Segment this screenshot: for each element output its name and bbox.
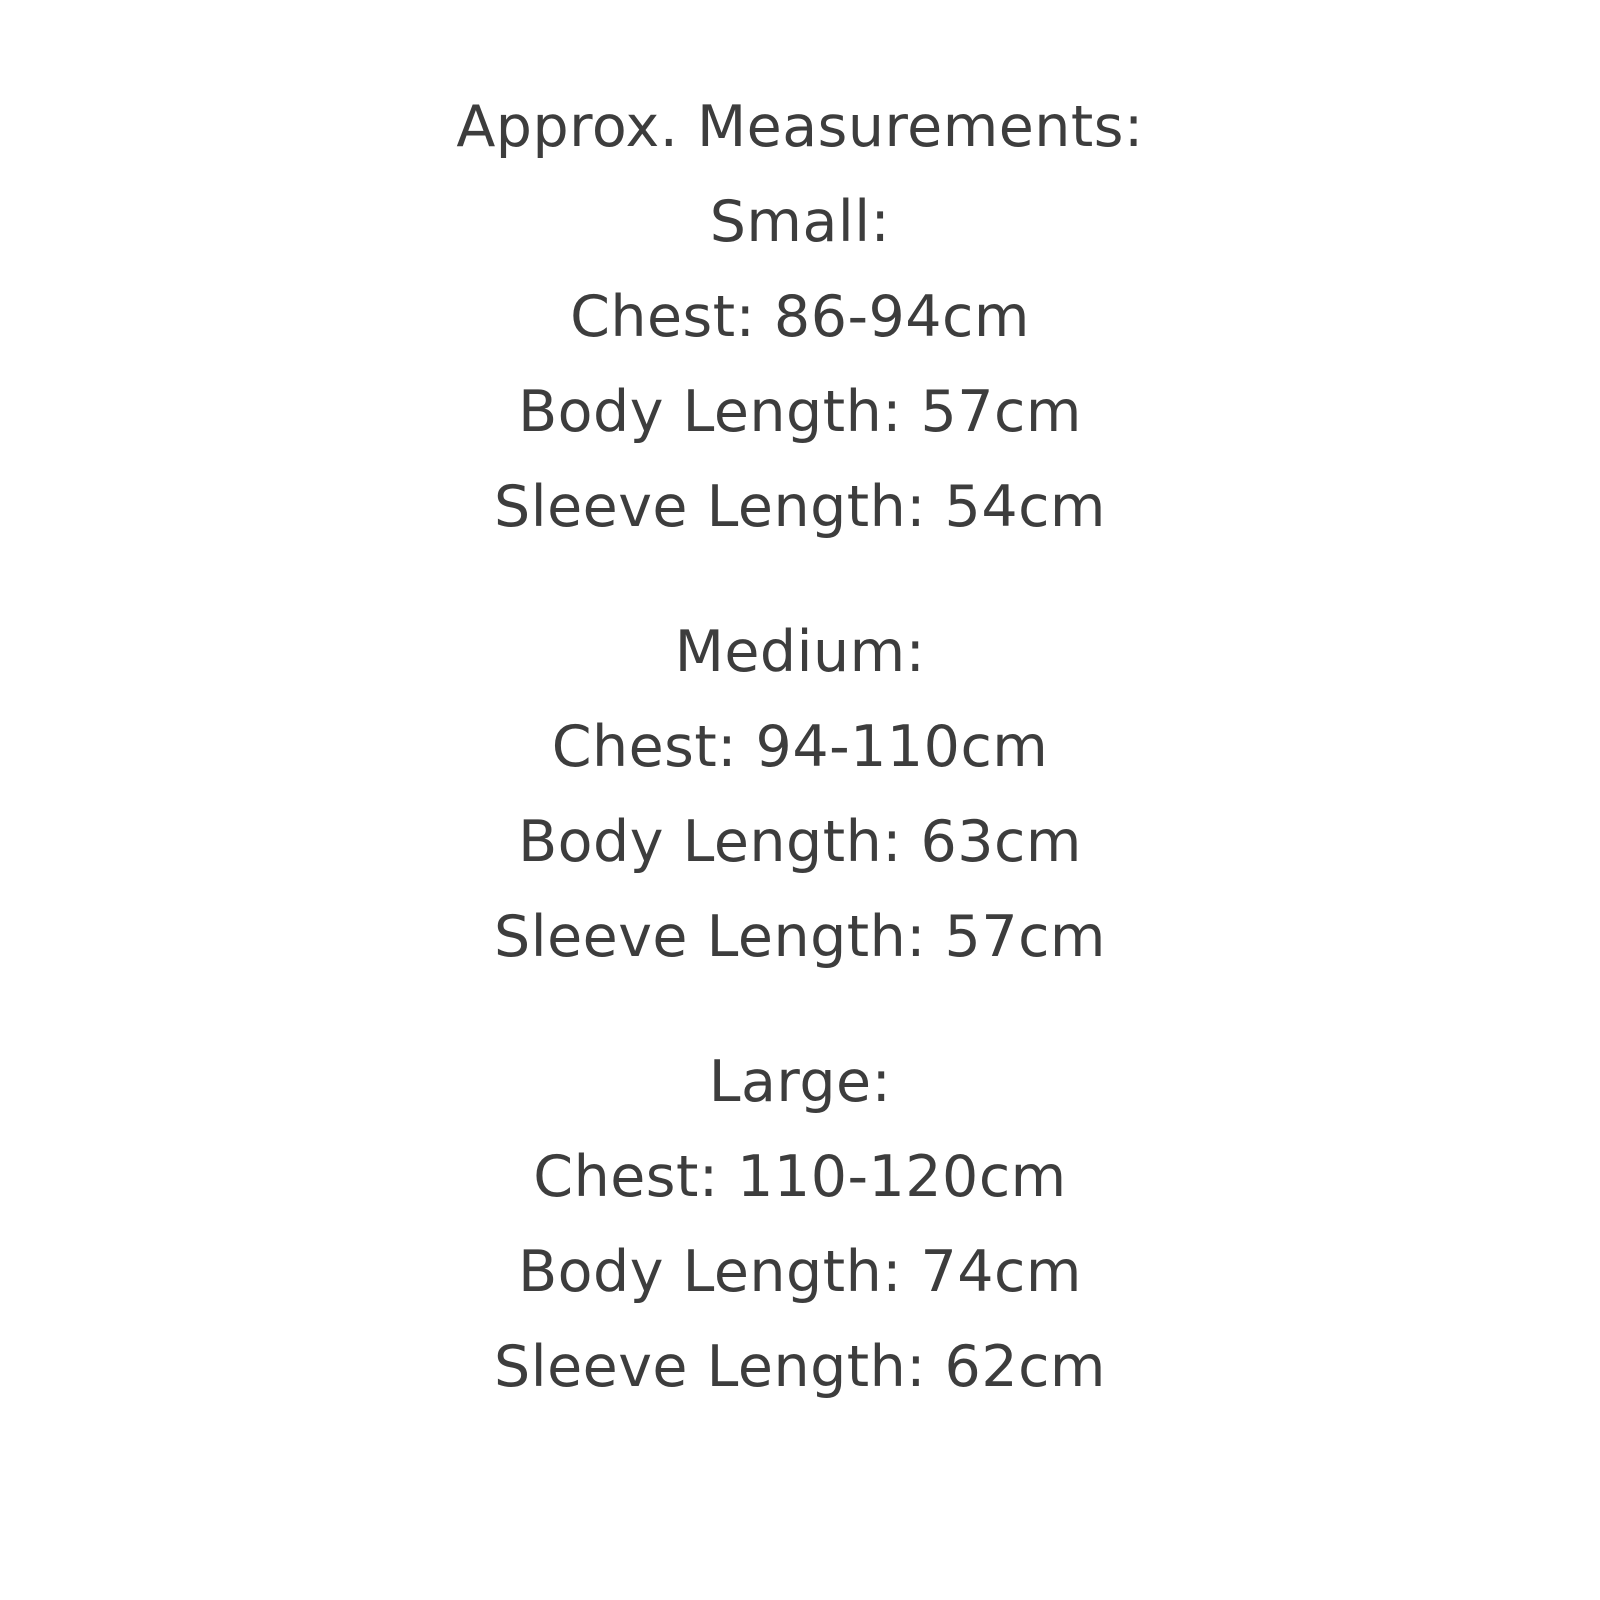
medium-body-length-measurement: Body Length: 63cm [518, 809, 1082, 875]
small-body-length-measurement: Body Length: 57cm [518, 379, 1082, 445]
page-title: Approx. Measurements: [456, 94, 1144, 160]
large-sleeve-length-measurement: Sleeve Length: 62cm [494, 1334, 1106, 1400]
medium-sleeve-length-measurement: Sleeve Length: 57cm [494, 904, 1106, 970]
large-body-length-measurement: Body Length: 74cm [518, 1239, 1082, 1305]
size-label-small: Small: [709, 189, 891, 255]
large-chest-measurement: Chest: 110-120cm [533, 1144, 1067, 1210]
medium-chest-measurement: Chest: 94-110cm [551, 714, 1049, 780]
size-label-large: Large: [708, 1049, 892, 1115]
small-chest-measurement: Chest: 86-94cm [570, 284, 1030, 350]
size-label-medium: Medium: [674, 619, 926, 685]
small-sleeve-length-measurement: Sleeve Length: 54cm [494, 474, 1106, 540]
